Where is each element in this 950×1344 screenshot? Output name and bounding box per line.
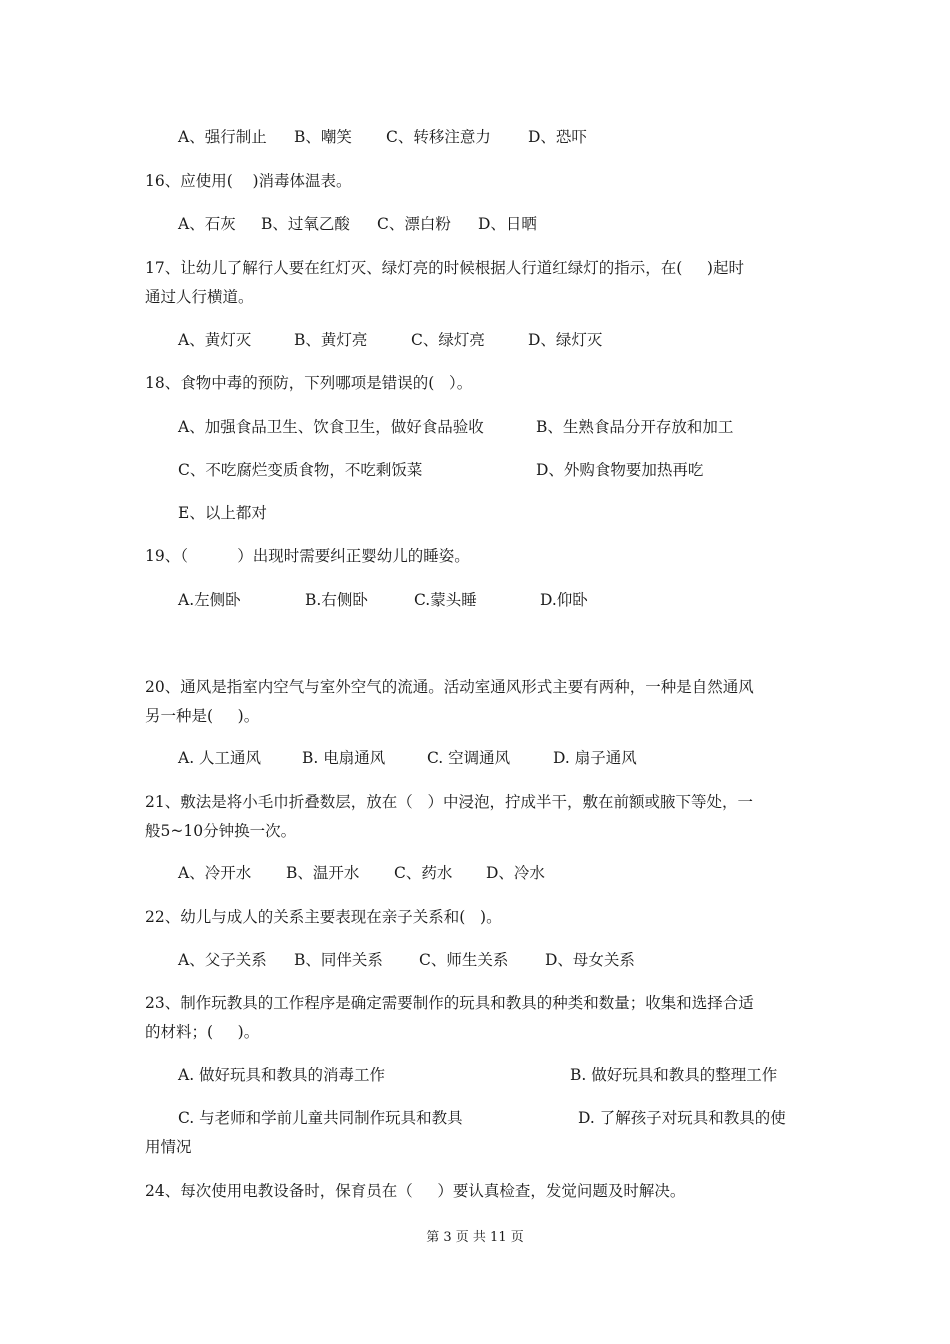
q22-option-c: C、师生关系 [419,951,509,969]
q21-stem-line1: 21、敷法是将小毛巾折叠数层，放在（ ）中浸泡，拧成半干，敷在前额或腋下等处，一 [145,793,754,811]
q20-option-c: C. 空调通风 [427,749,511,767]
q21-option-c: C、药水 [394,864,453,882]
q16-stem: 16、应使用( )消毒体温表。 [145,172,352,190]
q22-option-d: D、母女关系 [545,951,635,969]
q23-option-c: C. 与老师和学前儿童共同制作玩具和教具 [178,1109,463,1127]
q18-option-a: A、加强食品卫生、饮食卫生，做好食品验收 [178,418,484,436]
q20-option-b: B. 电扇通风 [302,749,386,767]
q19-option-a: A.左侧卧 [178,591,241,609]
q17-option-d: D、绿灯灭 [528,331,603,349]
q19-option-c: C.蒙头睡 [414,591,477,609]
page-footer: 第 3 页 共 11 页 [426,1230,524,1245]
q22-option-b: B、同伴关系 [294,951,383,969]
q16-option-a: A、石灰 [178,215,236,233]
q21-option-a: A、冷开水 [178,864,252,882]
q23-option-d-wrap: 用情况 [145,1138,192,1156]
q16-option-d: D、日晒 [478,215,537,233]
q18-option-c: C、不吃腐烂变质食物，不吃剩饭菜 [178,461,423,479]
q17-option-a: A、黄灯灭 [178,331,252,349]
q16-option-b: B、过氧乙酸 [261,215,350,233]
q23-stem-line2: 的材料；( )。 [145,1023,260,1041]
q17-stem-line2: 通过人行横道。 [145,288,254,306]
q18-stem: 18、食物中毒的预防，下列哪项是错误的( ）。 [145,374,473,392]
q21-option-d: D、冷水 [486,864,545,882]
q15-option-b: B、嘲笑 [294,128,352,146]
q24-stem: 24、每次使用电教设备时，保育员在（ ）要认真检查，发觉问题及时解决。 [145,1182,686,1200]
q16-option-c: C、漂白粉 [377,215,451,233]
q19-option-d: D.仰卧 [540,591,588,609]
q23-option-a: A. 做好玩具和教具的消毒工作 [178,1066,386,1084]
q15-option-a: A、强行制止 [178,128,267,146]
q18-option-b: B、生熟食品分开存放和加工 [536,418,734,436]
q19-stem: 19、（ ）出现时需要纠正婴幼儿的睡姿。 [145,547,470,565]
q19-option-b: B.右侧卧 [305,591,368,609]
q18-option-d: D、外购食物要加热再吃 [536,461,704,479]
q23-option-b: B. 做好玩具和教具的整理工作 [570,1066,778,1084]
q23-option-d: D. 了解孩子对玩具和教具的使 [578,1109,786,1127]
q18-option-e: E、以上都对 [178,504,267,522]
q20-stem-line2: 另一种是( )。 [145,707,260,725]
q23-stem-line1: 23、制作玩教具的工作程序是确定需要制作的玩具和教具的种类和数量；收集和选择合适 [145,994,754,1012]
q15-option-d: D、恐吓 [528,128,587,146]
q15-option-c: C、转移注意力 [386,128,491,146]
q20-option-d: D. 扇子通风 [553,749,637,767]
q17-option-c: C、绿灯亮 [411,331,485,349]
q21-option-b: B、温开水 [286,864,360,882]
q20-stem-line1: 20、通风是指室内空气与室外空气的流通。活动室通风形式主要有两种，一种是自然通风 [145,678,754,696]
q22-option-a: A、父子关系 [178,951,267,969]
q22-stem: 22、幼儿与成人的关系主要表现在亲子关系和( )。 [145,908,502,926]
q17-stem-line1: 17、让幼儿了解行人要在红灯灭、绿灯亮的时候根据人行道红绿灯的指示，在( )起时 [145,259,744,277]
q21-stem-line2: 般5~10分钟换一次。 [145,822,297,840]
q17-option-b: B、黄灯亮 [294,331,368,349]
q20-option-a: A. 人工通风 [178,749,262,767]
